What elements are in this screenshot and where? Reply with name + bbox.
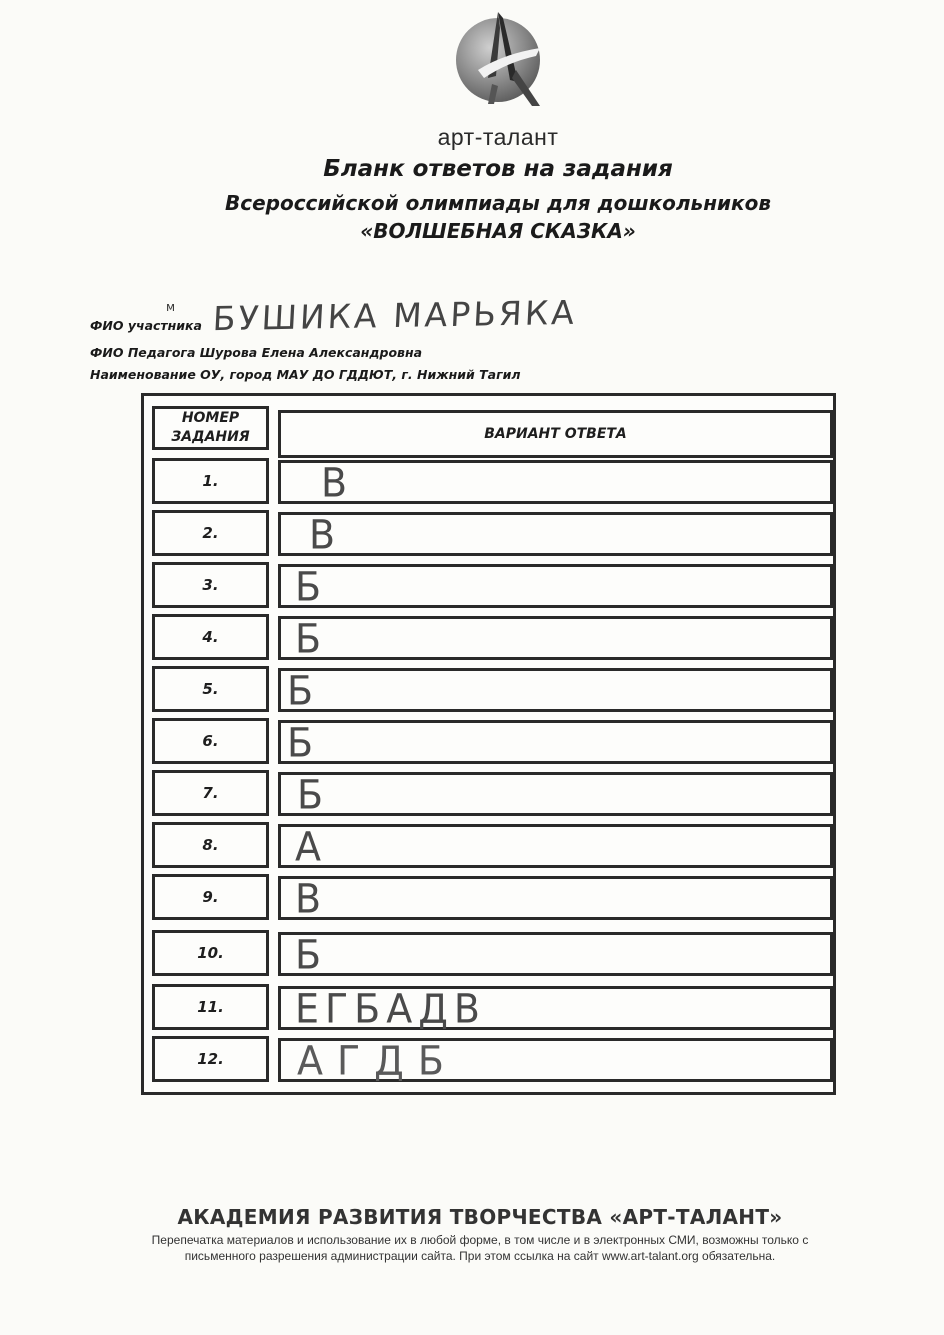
academy-name: АКАДЕМИЯ РАЗВИТИЯ ТВОРЧЕСТВА «АРТ-ТАЛАНТ»: [177, 1205, 783, 1229]
table-row: [144, 818, 833, 870]
task-number: 10.: [152, 930, 269, 976]
table-row: [144, 506, 833, 558]
answer-handwritten: А: [295, 823, 325, 871]
participant-name-handwritten: БУШИКА МАРЬЯКА: [211, 292, 578, 339]
task-number: 6.: [152, 718, 269, 764]
answer-cell: [278, 771, 833, 819]
page-title: Бланк ответов на задания: [323, 156, 673, 182]
task-number: 5.: [152, 666, 269, 712]
answer-cell: [278, 667, 833, 715]
task-number: 11.: [152, 984, 269, 1030]
answer-handwritten: Б: [295, 615, 326, 663]
copyright-note: [100, 1232, 860, 1264]
table-row: [144, 926, 833, 978]
art-talant-logo: [448, 8, 548, 108]
answer-handwritten: Б: [297, 771, 328, 819]
answer-cell: [278, 985, 833, 1033]
answer-handwritten: ЕГБАДВ: [295, 985, 487, 1033]
answer-handwritten: В: [309, 511, 340, 559]
table-row: [144, 558, 833, 610]
copyright-line-1: Перепечатка материалов и использование их в любой форме, в том числе и в электронных СМИ, возможны только с: [151, 1233, 809, 1247]
teacher-line: ФИО Педагога Шурова Елена Александровна: [90, 345, 423, 360]
answer-cell: [278, 823, 833, 871]
participant-label: ФИО участника: [90, 318, 202, 333]
answer-cell: [278, 1037, 833, 1085]
answer-handwritten: АГДБ: [297, 1037, 458, 1085]
answer-table: [141, 393, 836, 1095]
table-row: [144, 662, 833, 714]
table-row: [144, 610, 833, 662]
brand-name: арт-талант: [437, 124, 559, 150]
column-header-number: НОМЕР ЗАДАНИЯ: [152, 406, 269, 450]
answer-handwritten: Б: [287, 719, 318, 767]
task-number: 7.: [152, 770, 269, 816]
task-number: 8.: [152, 822, 269, 868]
table-row: [144, 454, 833, 506]
task-number: 2.: [152, 510, 269, 556]
copyright-line-2: письменного разрешения администрации сайта. При этом ссылка на сайт www.art-talant.org обязательна.: [184, 1249, 776, 1263]
organization-line: Наименование ОУ, город МАУ ДО ГДДЮТ, г. Нижний Тагил: [90, 367, 521, 382]
answer-cell: [278, 459, 833, 507]
answer-cell: [278, 875, 833, 923]
answer-handwritten: Б: [287, 667, 318, 715]
answer-handwritten: В: [295, 875, 326, 923]
answer-cell: [278, 563, 833, 611]
task-number: 1.: [152, 458, 269, 504]
answer-handwritten: В: [321, 459, 352, 507]
column-header-answer: ВАРИАНТ ОТВЕТА: [278, 410, 833, 458]
handwritten-mark: м: [166, 300, 179, 314]
task-number: 9.: [152, 874, 269, 920]
answer-cell: [278, 511, 833, 559]
task-number: 12.: [152, 1036, 269, 1082]
task-number: 3.: [152, 562, 269, 608]
page-subtitle: Всероссийской олимпиады для дошкольников: [224, 191, 772, 215]
answer-handwritten: Б: [295, 931, 326, 979]
task-number: 4.: [152, 614, 269, 660]
answer-handwritten: Б: [295, 563, 326, 611]
table-row: [144, 714, 833, 766]
answer-cell: [278, 719, 833, 767]
table-row: [144, 766, 833, 818]
answer-cell: [278, 615, 833, 663]
olympiad-name: «ВОЛШЕБНАЯ СКАЗКА»: [360, 219, 636, 243]
table-row: [144, 870, 833, 922]
table-row: [144, 1032, 833, 1084]
table-row: [144, 980, 833, 1032]
answer-cell: [278, 931, 833, 979]
